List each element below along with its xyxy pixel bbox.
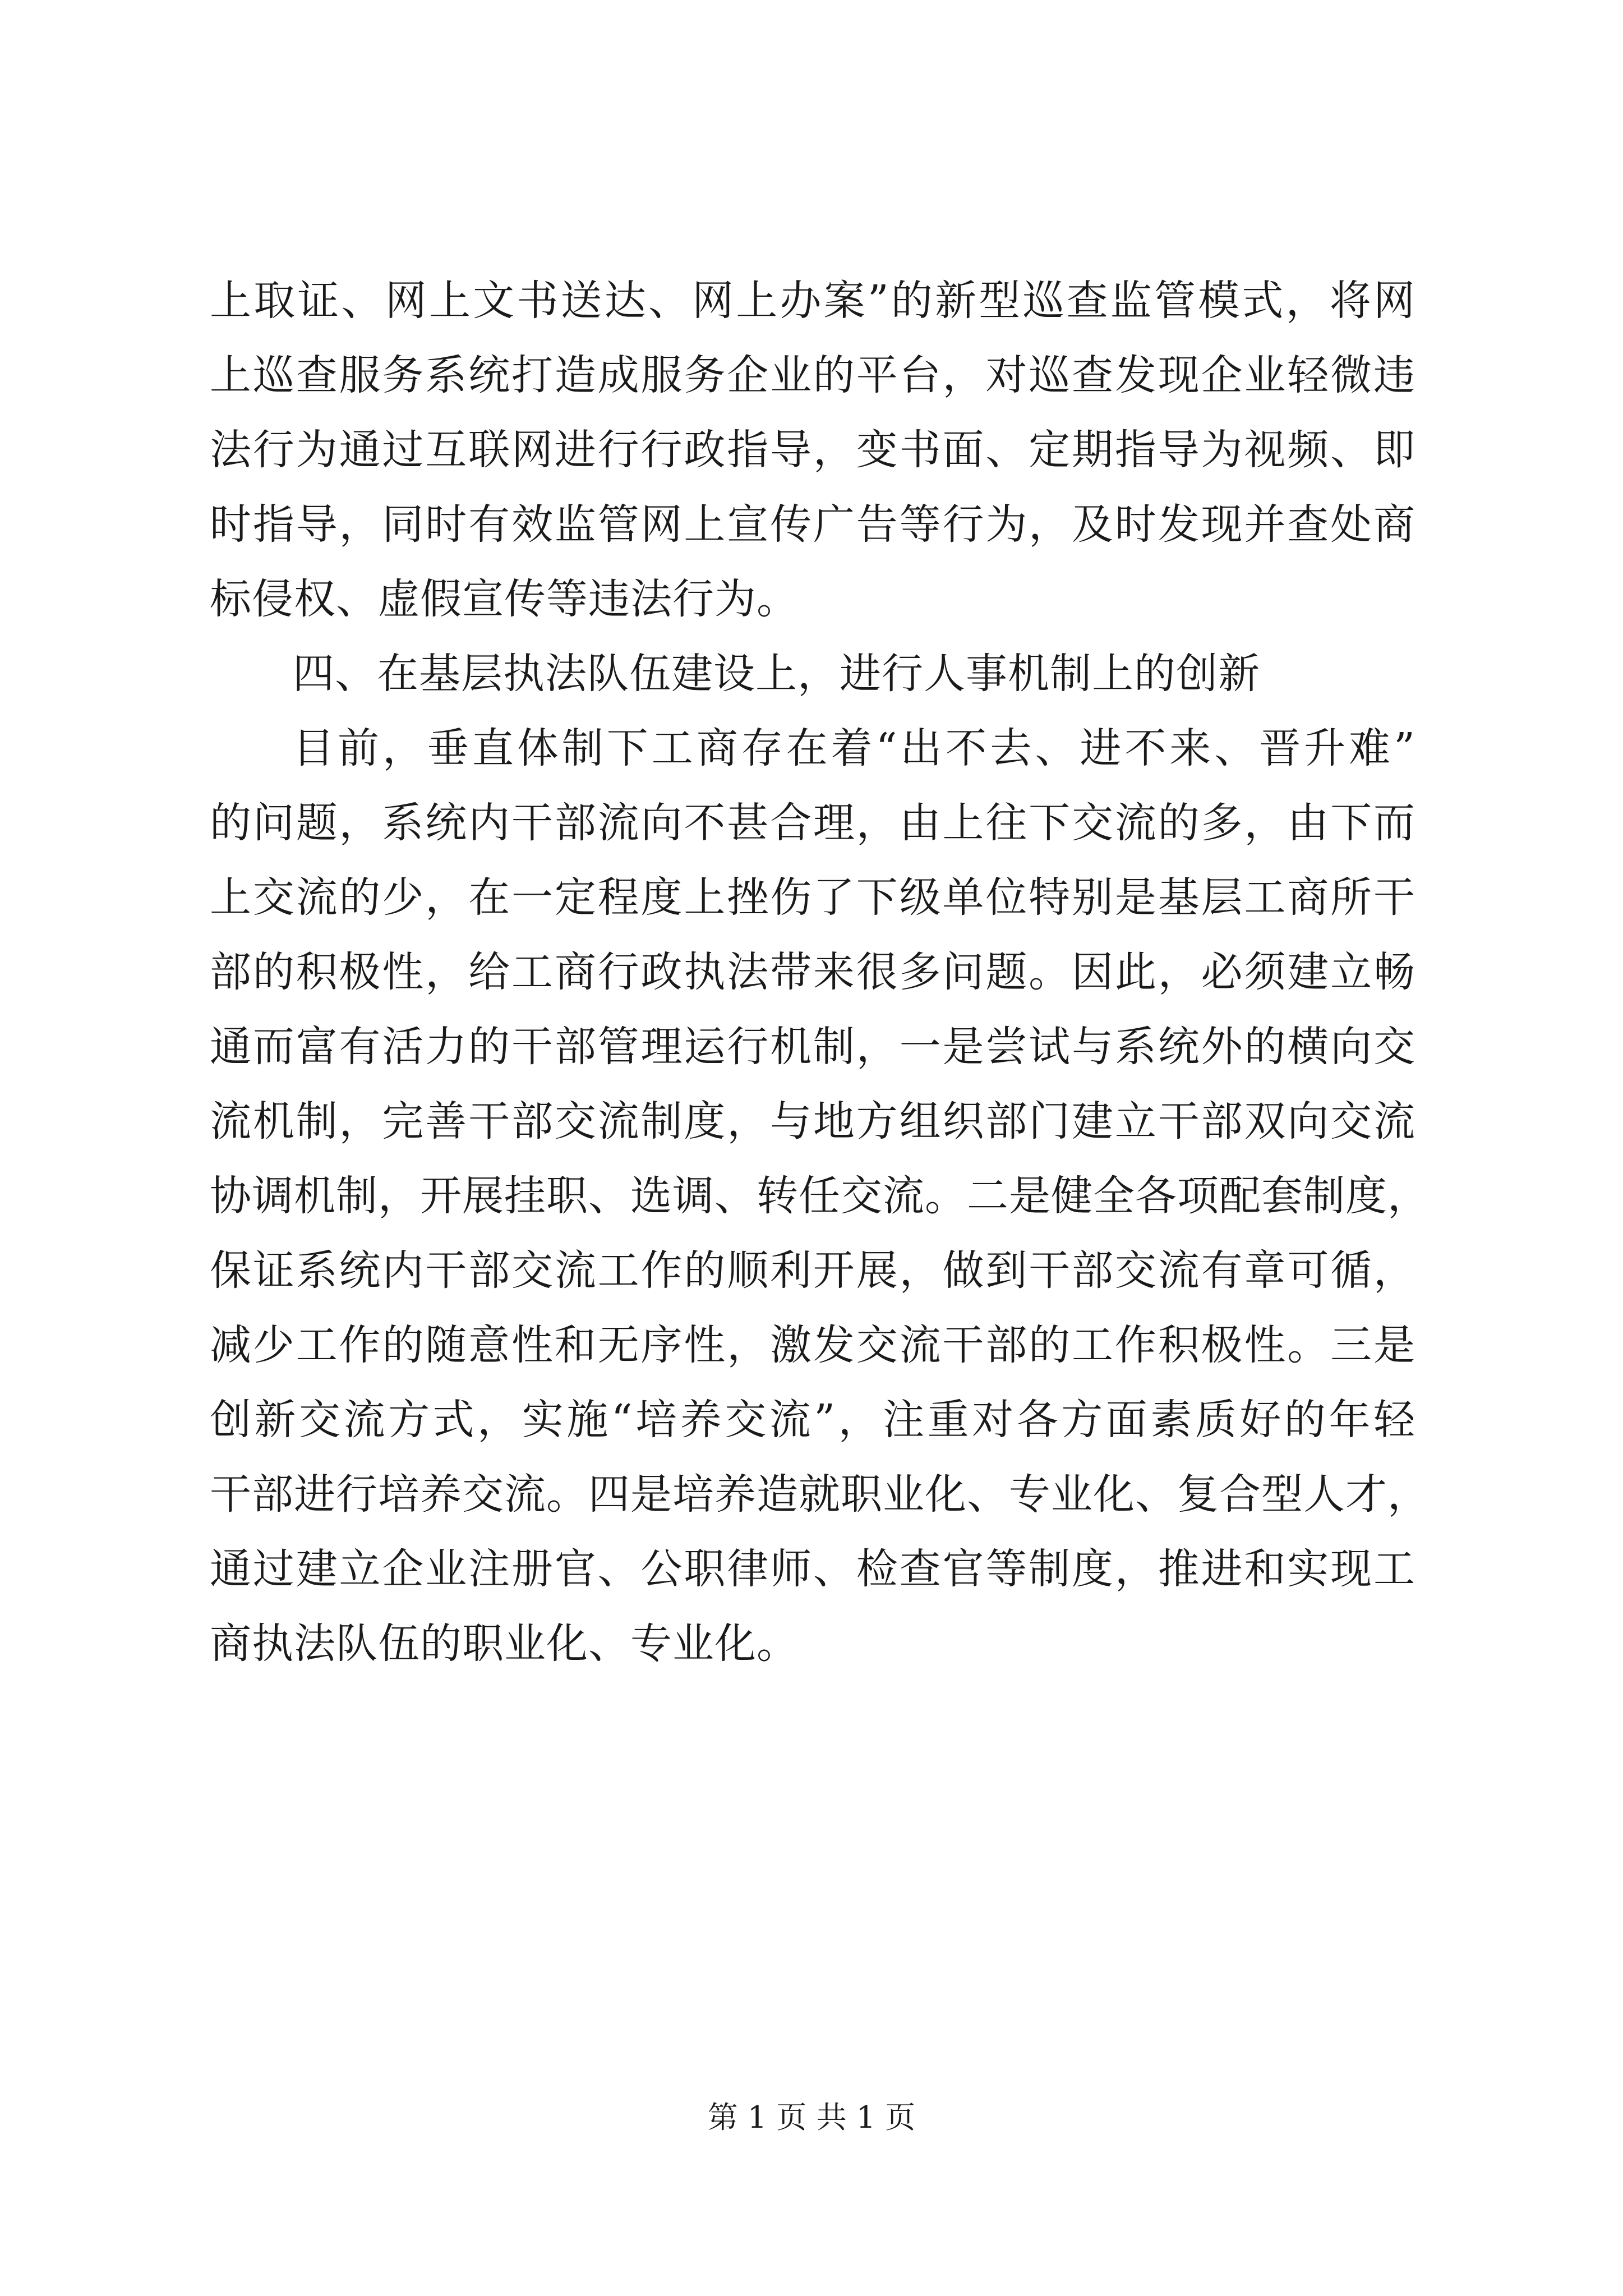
text-line-15: 减少工作的随意性和无序性，激发交流干部的工作积极性。三是 — [210, 1321, 1415, 1369]
text-line-11: 通而富有活力的干部管理运行机制，一是尝试与系统外的横向交 — [210, 1023, 1415, 1071]
section-heading: 四、在基层执法队伍建设上，进行人事机制上的创新 — [293, 650, 1260, 698]
page-footer: 第 1 页 共 1 页 — [707, 2100, 916, 2135]
document-body — [210, 264, 1430, 1681]
text-line-9: 上交流的少，在一定程度上挫伤了下级单位特别是基层工商所干 — [210, 873, 1415, 922]
text-line-14: 保证系统内干部交流工作的顺利开展，做到干部交流有章可循， — [210, 1246, 1415, 1295]
text-line-3: 法行为通过互联网进行行政指导，变书面、定期指导为视频、即 — [210, 426, 1415, 474]
text-line-18: 通过建立企业注册官、公职律师、检查官等制度，推进和实现工 — [210, 1545, 1415, 1593]
text-line-16: 创新交流方式，实施“培养交流”，注重对各方面素质好的年轻 — [210, 1396, 1415, 1444]
text-line-1: 上取证、网上文书送达、网上办案”的新型巡查监管模式，将网 — [210, 277, 1415, 325]
text-line-7: 目前，垂直体制下工商存在着“出不去、进不来、晋升难” — [293, 724, 1415, 772]
text-line-10: 部的积极性，给工商行政执法带来很多问题。因此，必须建立畅 — [210, 948, 1415, 996]
text-line-13: 协调机制，开展挂职、选调、转任交流。二是健全各项配套制度， — [210, 1172, 1430, 1220]
text-line-12: 流机制，完善干部交流制度，与地方组织部门建立干部双向交流 — [210, 1097, 1415, 1145]
text-line-8: 的问题，系统内干部流向不甚合理，由上往下交流的多，由下而 — [210, 799, 1415, 847]
text-line-2: 上巡查服务系统打造成服务企业的平台，对巡查发现企业轻微违 — [210, 351, 1415, 399]
text-line-5: 标侵权、虚假宣传等违法行为。 — [210, 575, 799, 623]
text-line-17: 干部进行培养交流。四是培养造就职业化、专业化、复合型人才， — [210, 1470, 1430, 1519]
text-line-4: 时指导，同时有效监管网上宣传广告等行为，及时发现并查处商 — [210, 500, 1415, 549]
text-line-19: 商执法队伍的职业化、专业化。 — [210, 1619, 799, 1668]
